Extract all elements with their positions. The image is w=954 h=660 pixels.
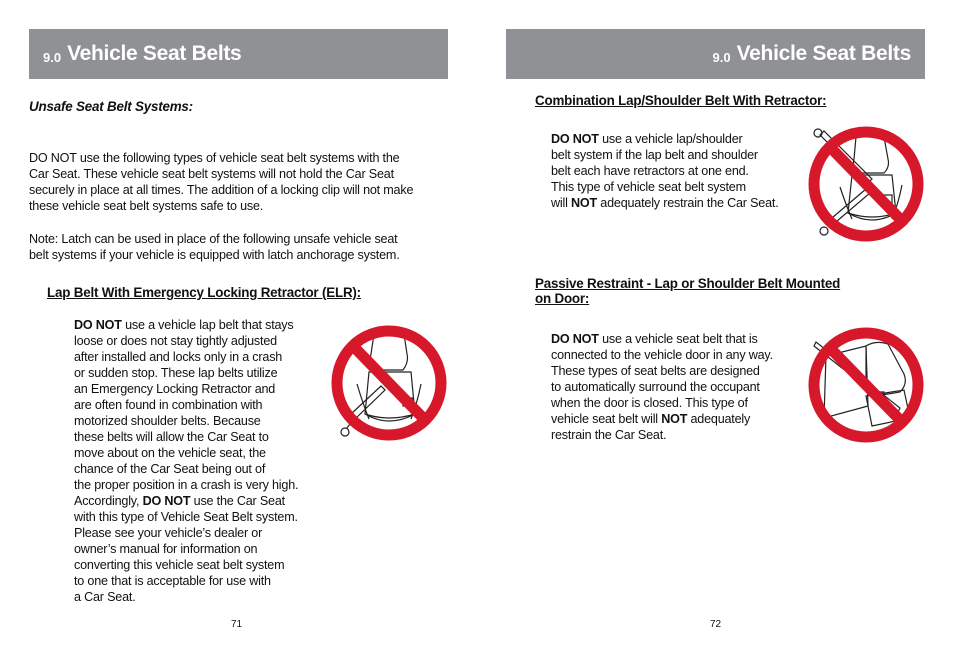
paragraph-line: the proper position in a crash is very high.: [74, 478, 299, 492]
paragraph-line: vehicle seat belt will NOT adequately: [551, 412, 751, 426]
emphasis-text: DO NOT: [551, 332, 599, 346]
page-number: 71: [231, 619, 243, 630]
paragraph-line: Accordingly, DO NOT use the Car Seat: [74, 494, 285, 508]
paragraph-line: when the door is closed. This type of: [551, 396, 748, 410]
section-number: 9.0: [712, 49, 731, 65]
prohibited-lap-belt-icon: [329, 324, 449, 442]
paragraph-line: These types of seat belts are designed: [551, 364, 760, 378]
paragraph-line: a Car Seat.: [74, 590, 136, 604]
note-paragraph: [29, 231, 400, 263]
intro-line: securely in place at all times. The addition of a locking clip will not make: [29, 183, 414, 197]
prohibited-door-mounted-belt-icon: [806, 326, 926, 444]
section-header: [506, 29, 925, 79]
intro-line: these vehicle seat belt systems safe to use.: [29, 199, 264, 213]
elr-heading: Lap Belt With Emergency Locking Retractor (ELR):: [47, 285, 361, 300]
paragraph-line: an Emergency Locking Retractor and: [74, 382, 276, 396]
paragraph-line: to one that is acceptable for use with: [74, 574, 271, 588]
paragraph-line: to automatically surround the occupant: [551, 380, 760, 394]
paragraph-line: are often found in combination with: [74, 398, 263, 412]
elr-paragraph: [74, 317, 298, 605]
section-number: 9.0: [43, 49, 62, 65]
combination-belt-heading: Combination Lap/Shoulder Belt With Retractor:: [535, 93, 827, 108]
note-line: belt systems if your vehicle is equipped with latch anchorage system.: [29, 248, 400, 262]
passive-heading-line: Passive Restraint - Lap or Shoulder Belt Mounted: [535, 276, 841, 291]
paragraph-line: after installed and locks only in a crash: [74, 350, 283, 364]
emphasis-text: NOT: [571, 196, 597, 210]
paragraph-line: restrain the Car Seat.: [551, 428, 667, 442]
unsafe-systems-subtitle: Unsafe Seat Belt Systems:: [29, 99, 193, 114]
emphasis-text: DO NOT: [551, 132, 599, 146]
passive-restraint-heading: [535, 276, 840, 306]
passive-restraint-paragraph: [551, 331, 773, 443]
paragraph-line: move about on the vehicle seat, the: [74, 446, 266, 460]
passive-heading-line: on Door:: [535, 291, 590, 306]
paragraph-line: belt each have retractors at one end.: [551, 164, 749, 178]
paragraph-line: will NOT adequately restrain the Car Seat.: [551, 196, 779, 210]
paragraph-line: connected to the vehicle door in any way.: [551, 348, 773, 362]
emphasis-text: DO NOT: [142, 494, 191, 508]
paragraph-line: This type of vehicle seat belt system: [551, 180, 746, 194]
paragraph-line: belt system if the lap belt and shoulder: [551, 148, 758, 162]
paragraph-line: Please see your vehicle’s dealer or: [74, 526, 263, 540]
paragraph-line: these belts will allow the Car Seat to: [74, 430, 269, 444]
intro-paragraph: [29, 150, 413, 214]
combination-belt-paragraph: [551, 131, 779, 211]
paragraph-line: chance of the Car Seat being out of: [74, 462, 266, 476]
section-title: Vehicle Seat Belts: [67, 42, 242, 65]
page-number: 72: [710, 619, 722, 630]
paragraph-line: DO NOT use a vehicle lap/shoulder: [551, 132, 743, 146]
emphasis-text: NOT: [661, 412, 688, 426]
paragraph-line: with this type of Vehicle Seat Belt system.: [74, 510, 298, 524]
paragraph-line: or sudden stop. These lap belts utilize: [74, 366, 278, 380]
emphasis-text: DO NOT: [74, 318, 122, 332]
paragraph-line: DO NOT use a vehicle seat belt that is: [551, 332, 758, 346]
paragraph-line: converting this vehicle seat belt system: [74, 558, 285, 572]
note-line: Note: Latch can be used in place of the following unsafe vehicle seat: [29, 232, 398, 246]
paragraph-line: DO NOT use a vehicle lap belt that stays: [74, 318, 294, 332]
section-title: Vehicle Seat Belts: [736, 42, 911, 65]
intro-line: Car Seat. These vehicle seat belt systems will not hold the Car Seat: [29, 167, 394, 181]
intro-line: DO NOT use the following types of vehicle seat belt systems with the: [29, 151, 400, 165]
paragraph-line: owner’s manual for information on: [74, 542, 258, 556]
prohibited-combination-belt-icon: [806, 125, 926, 243]
paragraph-line: loose or does not stay tightly adjusted: [74, 334, 277, 348]
paragraph-line: motorized shoulder belts. Because: [74, 414, 261, 428]
right-page: [477, 0, 954, 660]
section-header: [29, 29, 448, 79]
